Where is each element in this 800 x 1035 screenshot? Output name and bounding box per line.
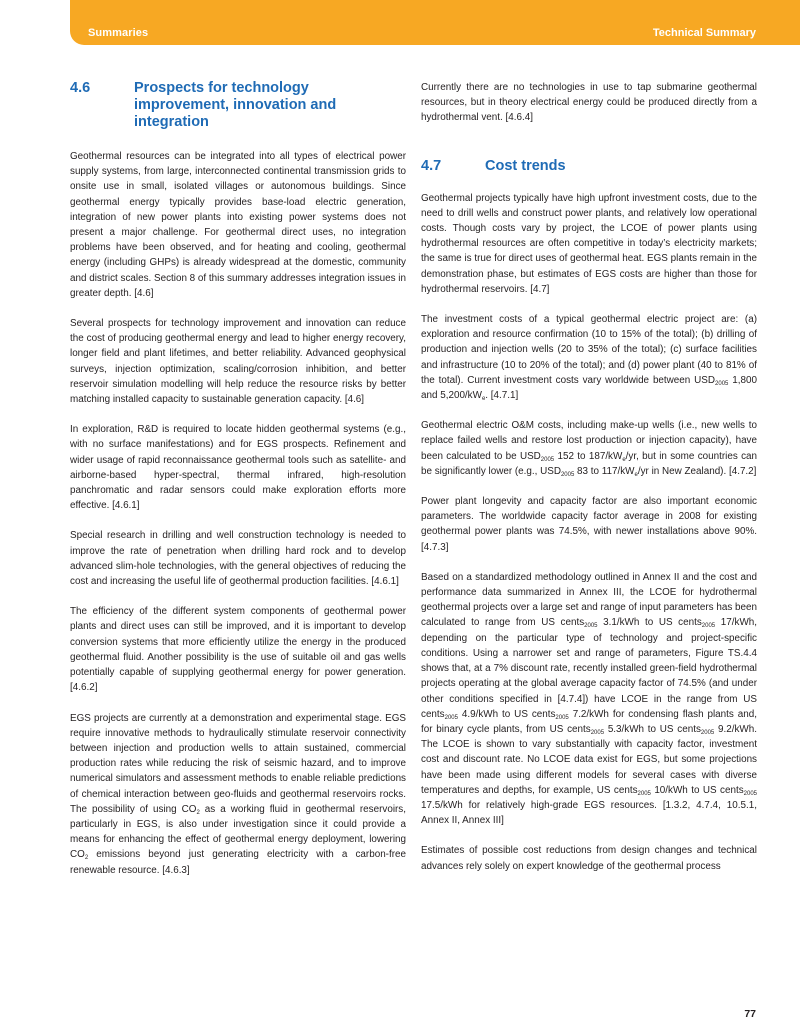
page-number: 77 bbox=[744, 1008, 756, 1020]
paragraph-intro: Currently there are no technologies in use to tap submarine geothermal resources, but in theory electrical energy could be produced directly from a hydrothermal vent. [4.6.4] bbox=[421, 82, 757, 124]
section-heading-4-7 bbox=[421, 158, 757, 175]
section-number: 4.7 bbox=[421, 157, 442, 174]
right-column bbox=[421, 80, 757, 874]
paragraph: Power plant longevity and capacity factor are also important economic parameters. The worldwide capacity factor average in 2008 for existing geothermal power plants was 74.5%, with newer installations above 90%. [4.7.3] bbox=[421, 496, 757, 553]
left-column bbox=[70, 80, 406, 878]
paragraph: Special research in drilling and well construction technology is needed to improve the rate of penetration when drilling hard rock and to develop advanced slim-hole technologies, with the general objectives of reducing the cost and increasing the useful life of geothermal production facilities. [4.6.1] bbox=[70, 530, 406, 588]
section-title: Cost trends bbox=[485, 157, 566, 174]
paragraph: Estimates of possible cost reductions from design changes and technical advances rely solely on expert knowledge of the geothermal process bbox=[421, 845, 757, 872]
paragraph-om: Geothermal electric O&M costs, including make-up wells (i.e., new wells to replace failed wells and restore lost production or injection capacity), have been calculated to be $USD_{2005}$ 152 to $187/kW_e/yr$, but in some countries can be significantly lower (e.g., $USD_{2005}$ 83 to $117/kW_e/yr$ in New Zealand). [4.7.2] bbox=[421, 420, 758, 478]
paragraph: Geothermal resources can be integrated into all types of electrical power supply systems, from large, interconnected continental transmission grids to onsite use in small, isolated villages or autonomous buildings. Since geothermal energy typically provides base-load electric generation, integration of new power plants into existing power systems does not present a major challenge. For geothermal direct uses, no integration problems have been observed, and for heating and cooling, geothermal energy (including GHPs) is already widespread at the domestic, community and district scales. Section 8 of this summary addresses integration issues in greater depth. [4.6] bbox=[70, 151, 406, 299]
paragraph-egs: EGS projects are currently at a demonstration and experimental stage. EGS require innovative methods to hydraulically stimulate reservoir connectivity between injection and production wells to attain sustained, commercial production rates while reducing the risk of seismic hazard, and to improve numerical simulators and assessment methods to enable reliable predictions of chemical interaction between geo-fluids and geothermal reservoirs rocks. The possibility of using $CO_2$ as a working fluid in geothermal reservoirs, particularly in EGS, is also under investigation since it could provide a means for enhancing the effect of geothermal energy deployment, lowering $CO_2$ emissions beyond just generating electricity with a carbon-free renewable resource. [4.6.3] bbox=[70, 712, 406, 876]
paragraph: Geothermal projects typically have high upfront investment costs, due to the need to drill wells and construct power plants, and relatively low operational costs. Though costs vary by project, the LCOE of power plants using hydrothermal resources are often competitive in today’s electricity markets; the same is true for direct uses of geothermal heat. EGS plants remain in the demonstration phase, but estimates of EGS costs are higher than those for hydrothermal reservoirs. [4.7] bbox=[421, 192, 757, 295]
paragraph: The efficiency of the different system components of geothermal power plants and direct uses can still be improved, and it is important to develop conversion systems that more efficiently utilize the energy in the produced geothermal fluid. Another possibility is the use of suitable oil and gas wells potentially capable of supplying geothermal energy for power generation. [4.6.2] bbox=[70, 606, 406, 694]
section-number: 4.6 bbox=[70, 80, 91, 96]
paragraph: In exploration, R&D is required to locate hidden geothermal systems (e.g., with no surface manifestations) and for EGS prospects. Refinement and wider usage of rapid reconnaissance geothermal tools such as satellite- and airborne-based hyper-spectral, thermal infrared, high-resolution panchromatic and radar sensors could make exploration efforts more effective. [4.6.1] bbox=[70, 424, 406, 512]
running-header-left: Summaries bbox=[88, 27, 149, 39]
running-header-right: Technical Summary bbox=[652, 27, 756, 39]
section-heading-4-6 bbox=[70, 80, 406, 131]
paragraph: Several prospects for technology improvement and innovation can reduce the cost of producing geothermal energy and lead to higher energy recovery, longer field and plant lifetimes, and better reliability. Advanced geophysical surveys, injection optimization, scaling/corrosion inhibition, and better reservoir simulation modelling will help reduce the resource risks by better matching installed capacity to sustainable generation capacity. [4.6] bbox=[70, 318, 406, 406]
paragraph-investment: The investment costs of a typical geothermal electric project are: (a) exploration and resource confirmation (10 to 15% of the total); (b) drilling of production and injection wells (20 to 35% of the total); (c) surface facilities and infrastructure (10 to 20% of the total); and (d) power plant (40 to 81% of the total). Current investment costs vary worldwide between $USD_{2005}$ 1,800 and $5,200/kW_e$. [4.7.1] bbox=[421, 314, 757, 403]
section-title: Prospects for technology improvement, innovation and integration bbox=[134, 80, 337, 130]
paragraph-lcoe: Based on a standardized methodology outlined in Annex II and the cost and performance data summarized in Annex III, the LCOE for hydrothermal geothermal projects over a large set and range of input parameters has been calculated to range from US cents$_{2005}$ 3.1/kWh to US cents$_{2005}$ 17/kWh, depending on the particular type of technology and project-specific conditions. Using a narrower set and range of parameters, Figure TS.4.4 shows that, at a 7% discount rate, recently installed green-field hydrothermal projects operating at the global average capacity factor of 74.5% (and under other conditions specified in [4.7.4]) have LCOE in the range from US cents$_{2005}$ 4.9/kWh to US cents$_{2005}$ 7.2/kWh for condensing flash plants and, for binary cycle plants, from US cents$_{2005}$ 5.3/kWh to US cents$_{2005}$ 9.2/kWh. The LCOE is shown to vary substantially with capacity factor, investment cost and discount rate. No LCOE data exist for EGS, but some projections have been made using different models for several cases with diverse temperatures and depths, for example, US cents$_{2005}$ 10/kWh to US cents$_{2005}$ 17.5/kWh for relatively high-grade EGS resources. [1.3.2, 4.7.4, 10.5.1, Annex II, Annex III] bbox=[421, 571, 758, 827]
